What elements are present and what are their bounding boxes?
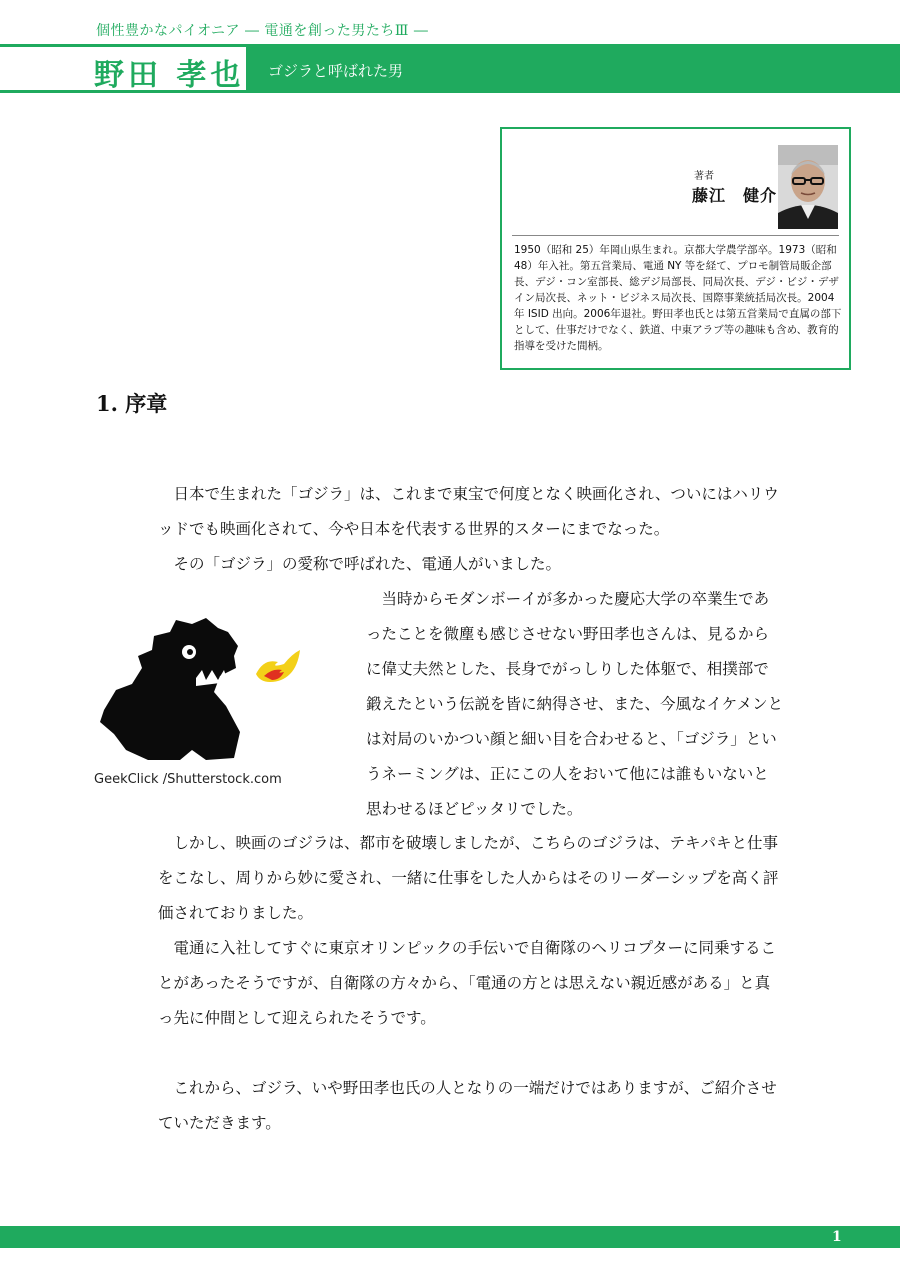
author-label: 著者 — [694, 171, 714, 182]
paragraph-3: 当時からモダンボーイが多かった慶応大学の卒業生であったことを微塵も感じさせない野田孝也さんは、見るからに偉丈夫然とした、長身でがっしりした体躯で、相撲部で鍛えたという伝説を皆に納得させ、また、今風なイケメンとは対局のいかつい顔と細い目を合わせると、「ゴジラ」というネーミングは、正にこの人をおいて他には誰もいないと思わせるほどピッタリでした。 — [366, 590, 784, 818]
paragraph-5: 電通に入社してすぐに東京オリンピックの手伝いで自衛隊のヘリコプターに同乗することがあったそうですが、自衛隊の方々から、「電通の方とは思えない親近感がある」と真っ先に仲間として迎えられたそうです。 — [158, 939, 776, 1027]
author-photo — [778, 145, 838, 229]
article-subtitle: ゴジラと呼ばれた男 — [268, 62, 404, 80]
page-number: 1 — [832, 1229, 842, 1245]
section-heading: 1. 序章 — [96, 391, 168, 416]
author-name: 藤江 健介 — [692, 186, 778, 205]
footer-bar — [0, 1226, 900, 1248]
paragraph-6: これから、ゴジラ、いや野田孝也氏の人となりの一端だけではありますが、ご紹介させていただきます。 — [158, 1079, 777, 1132]
series-title: 個性豊かなパイオニア ― 電通を創った男たちⅢ ― — [96, 23, 429, 39]
author-bio: 1950（昭和 25）年岡山県生まれ。京都大学農学部卒。1973（昭和48）年入社。第五営業局、電通 NY 等を経て、プロモ制管局販企部長、デジ・コン室部長、総デジ局部長、同局次長、デジ・ビジ・デザイン局次長、ネット・ビジネス局次長、国際事業統括局次長。2004年 ISID 出向。2006年退社。野田孝也氏とは第五営業局で直属の部下として、仕事だけでなく、鉄道、中東アラブ等の趣味も含め、教育的指導を受けた間柄。 — [514, 244, 842, 352]
author-divider — [512, 235, 839, 236]
author-box — [500, 127, 851, 370]
paragraph-1: 日本で生まれた「ゴジラ」は、これまで東宝で何度となく映画化され、ついにはハリウッドでも映画化されて、今や日本を代表する世界的スターにまでなった。 — [158, 485, 779, 538]
person-name: 野田 孝也 — [94, 58, 245, 93]
paragraph-2: その「ゴジラ」の愛称で呼ばれた、電通人がいました。 — [173, 555, 562, 573]
image-credit: GeekClick /Shutterstock.com — [94, 772, 282, 787]
godzilla-illustration — [94, 610, 314, 770]
paragraph-4: しかし、映画のゴジラは、都市を破壊しましたが、こちらのゴジラは、テキパキと仕事をこなし、周りから妙に愛され、一緒に仕事をした人からはそのリーダーシップを高く評価されておりました。 — [158, 834, 779, 922]
